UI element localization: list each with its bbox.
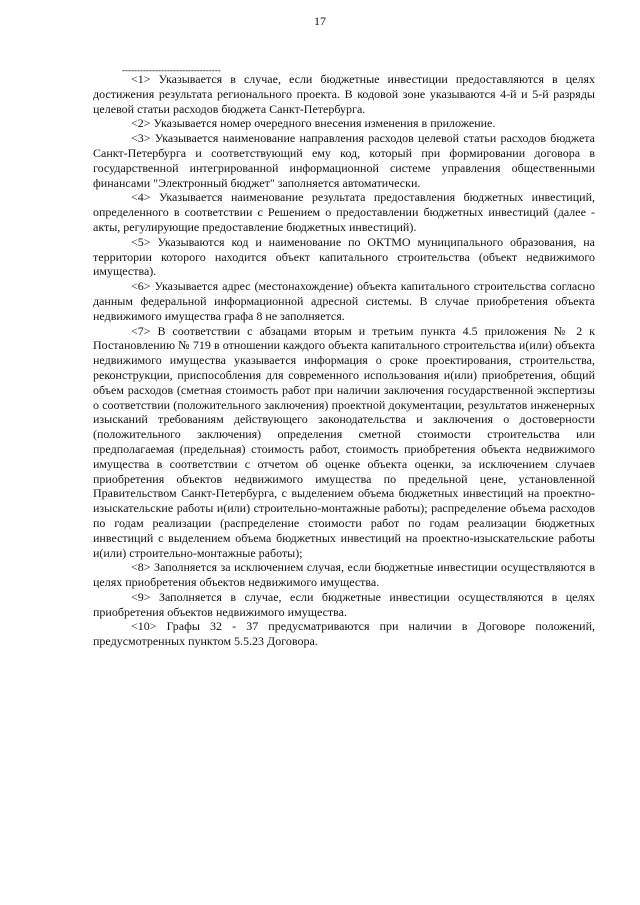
footnote-10: <10> Графы 32 - 37 предусматриваются при наличии в Договоре положений, предусмотренных пунктом 5.5.23 Договора. xyxy=(93,619,595,649)
page-number: 17 xyxy=(314,14,326,28)
footnote-6: <6> Указывается адрес (местонахождение) объекта капитального строительства согласно данным федеральной информационной адресной системы. В случае приобретения объекта недвижимого имущества графа 8 не заполняется. xyxy=(93,279,595,323)
footnote-9: <9> Заполняется в случае, если бюджетные инвестиции осуществляются в целях приобретения объектов недвижимого имущества. xyxy=(93,589,595,619)
footnote-7: <7> В соответствии с абзацами вторым и третьим пункта 4.5 приложения № 2 к Постановлению № 719 в отношении каждого объекта капитального строительства и(или) объекта недвижимого имущества указывается информация о сроке проектирования, строительства, реконструкции, приспособления для современного использования и(или) приобретения, общий объем расходов (сметная стоимость работ при наличии заключения государственной экспертизы о соответствии (положительного заключения) проектной документации, результатов инженерных изысканий требованиям действующего законодательства и заключения о достоверности (положительного заключения) определения сметной стоимости строительства или предполагаемая (предельная) стоимость работ, стоимость приобретения объекта недвижимого имущества в соответствии с отчетом об оценке объекта оценки, за исключением случаев приобретения объектов недвижимого имущества по предельной цене, установленной Правительством Санкт-Петербурга, с выделением объема бюджетных инвестиций на проектно-изыскательские работы и(или) строительно-монтажные работы); распределение объема расходов по годам реализации (распределение стоимости работ по годам реализации бюджетных инвестиций с выделением объема бюджетных инвестиций на проектно-изыскательские работы и(или) строительно-монтажные работы); xyxy=(93,323,595,560)
footnote-2: <2> Указывается номер очередного внесения изменения в приложение. xyxy=(131,116,496,131)
footnote-1: <1> Указывается в случае, если бюджетные инвестиции предоставляются в целях достижения результата регионального проекта. В кодовой зоне указываются 4-й и 5-й разряды целевой статьи расходов бюджета Санкт-Петербурга. xyxy=(93,72,595,116)
footnote-3: <3> Указывается наименование направления расходов целевой статьи расходов бюджета Санкт-Петербурга и соответствующий ему код, который при формировании договора в государственной интегрированной информационной системе управления общественными финансами "Электронный бюджет" заполняется автоматически. xyxy=(93,131,595,190)
footnote-separator: --------------------------------- xyxy=(122,65,221,75)
footnote-5: <5> Указываются код и наименование по ОКТМО муниципального образования, на территории которого находится объект капитального строительства (объект недвижимого имущества). xyxy=(93,234,595,279)
footnote-4: <4> Указывается наименование результата предоставления бюджетных инвестиций, определенного в соответствии с Решением о предоставлении бюджетных инвестиций (далее - акты, регулирующие предоставление бюджетных инвестиций). xyxy=(93,190,595,234)
footnote-8: <8> Заполняется за исключением случая, если бюджетные инвестиции осуществляются в целях приобретения объектов недвижимого имущества. xyxy=(93,560,595,590)
footnotes-block xyxy=(93,72,595,649)
